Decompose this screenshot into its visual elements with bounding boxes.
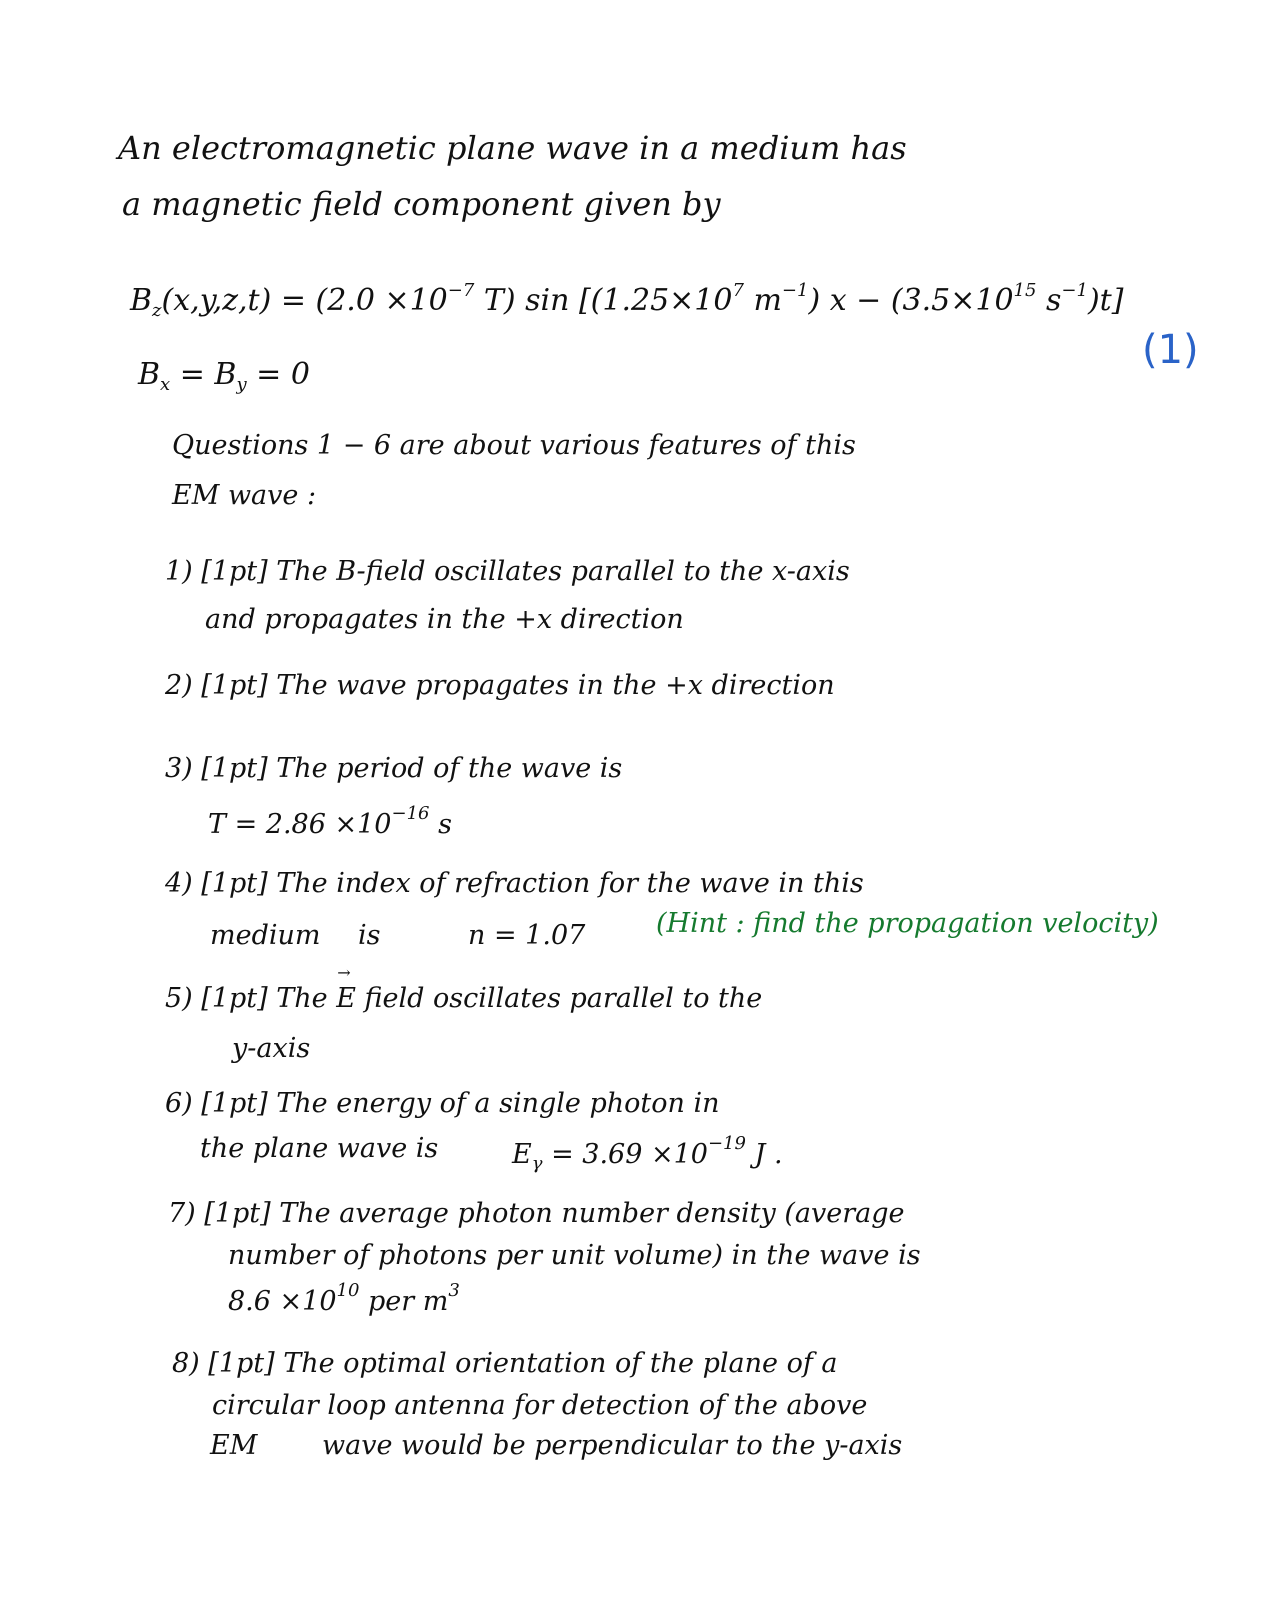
q6-energy-subscript: γ — [531, 1153, 543, 1174]
prompt-line-2: EM wave : — [172, 480, 317, 511]
q7-density-value: 8.6 ×10 — [228, 1286, 337, 1317]
question-4-answer: n = 1.07 — [468, 920, 586, 951]
question-4-line-1: 4) [1pt] The index of refraction for the wave in this — [165, 868, 864, 899]
bz-part-2: T) sin [(1.25×10 — [474, 283, 733, 318]
q6-energy-exponent: −19 — [707, 1133, 746, 1154]
question-4-medium: medium — [210, 920, 321, 951]
intro-line-2: a magnetic field component given by — [122, 185, 721, 223]
bz-part-4: ) x − (3.5×10 — [808, 283, 1014, 318]
bz-equation — [130, 282, 1123, 320]
question-5-line-2: y-axis — [232, 1033, 311, 1064]
question-6-answer — [512, 1135, 783, 1173]
intro-line-1: An electromagnetic plane wave in a medium has — [118, 129, 907, 167]
prompt-line-1: Questions 1 − 6 are about various features of this — [172, 430, 856, 461]
q5-suffix: field oscillates parallel to the — [355, 983, 763, 1014]
q7-density-unit: per m — [359, 1286, 449, 1317]
bx-by-value: = 0 — [246, 357, 310, 392]
by-symbol: = B — [170, 357, 237, 392]
q5-prefix: 5) [1pt] The — [165, 983, 337, 1014]
by-subscript: y — [236, 374, 247, 395]
q3-period-unit: s — [429, 809, 452, 840]
bz-subscript: z — [152, 300, 162, 321]
question-1-line-2: and propagates in the +x direction — [205, 604, 684, 635]
q6-energy-value: = 3.69 ×10 — [542, 1139, 708, 1170]
bz-exp-2: 7 — [732, 280, 744, 301]
question-8-line-2: circular loop antenna for detection of the above — [212, 1390, 868, 1421]
bx-symbol: B — [138, 357, 161, 392]
question-8-em: EM — [210, 1430, 258, 1461]
bz-exp-5: −1 — [1061, 280, 1088, 301]
question-7-line-2: number of photons per unit volume) in the wave is — [228, 1240, 921, 1271]
q3-period-exponent: −16 — [391, 803, 430, 824]
e-vector-symbol: → E — [336, 985, 356, 1012]
bz-part-5: s — [1036, 283, 1062, 318]
question-6-line-2: the plane wave is — [200, 1133, 439, 1164]
question-3-line-1: 3) [1pt] The period of the wave is — [165, 753, 623, 784]
bz-part-3: m — [743, 283, 782, 318]
question-8-line-1: 8) [1pt] The optimal orientation of the plane of a — [172, 1348, 838, 1379]
bz-exp-3: −1 — [781, 280, 809, 301]
question-3-answer — [208, 805, 452, 838]
question-4-hint: (Hint : find the propagation velocity) — [656, 908, 1159, 939]
q7-density-exponent: 10 — [336, 1280, 360, 1301]
question-8-line-3: wave would be perpendicular to the y-axis — [322, 1430, 903, 1461]
q6-energy-symbol: E — [512, 1139, 532, 1170]
q7-unit-exponent: 3 — [448, 1280, 460, 1301]
question-6-line-1: 6) [1pt] The energy of a single photon in — [165, 1088, 720, 1119]
bz-part-6: )t] — [1087, 283, 1124, 318]
bz-exp-4: 15 — [1013, 280, 1037, 301]
equation-label: (1) — [1142, 327, 1199, 373]
bz-args: (x,y,z,t) = (2.0 ×10 — [161, 283, 448, 318]
question-2-line-1: 2) [1pt] The wave propagates in the +x direction — [165, 670, 835, 701]
q3-period-value: T = 2.86 ×10 — [208, 809, 392, 840]
question-7-answer — [228, 1282, 460, 1315]
bz-exp-1: −7 — [447, 280, 475, 301]
bx-by-equation — [138, 357, 310, 395]
question-5-line-1 — [165, 985, 762, 1012]
bx-subscript: x — [160, 374, 171, 395]
question-1-line-1: 1) [1pt] The B-field oscillates parallel to the x-axis — [165, 556, 850, 587]
question-7-line-1: 7) [1pt] The average photon number density (average — [168, 1198, 905, 1229]
q6-energy-unit: J . — [745, 1139, 783, 1170]
question-4-is: is — [358, 920, 381, 951]
bz-symbol: B — [130, 283, 153, 318]
